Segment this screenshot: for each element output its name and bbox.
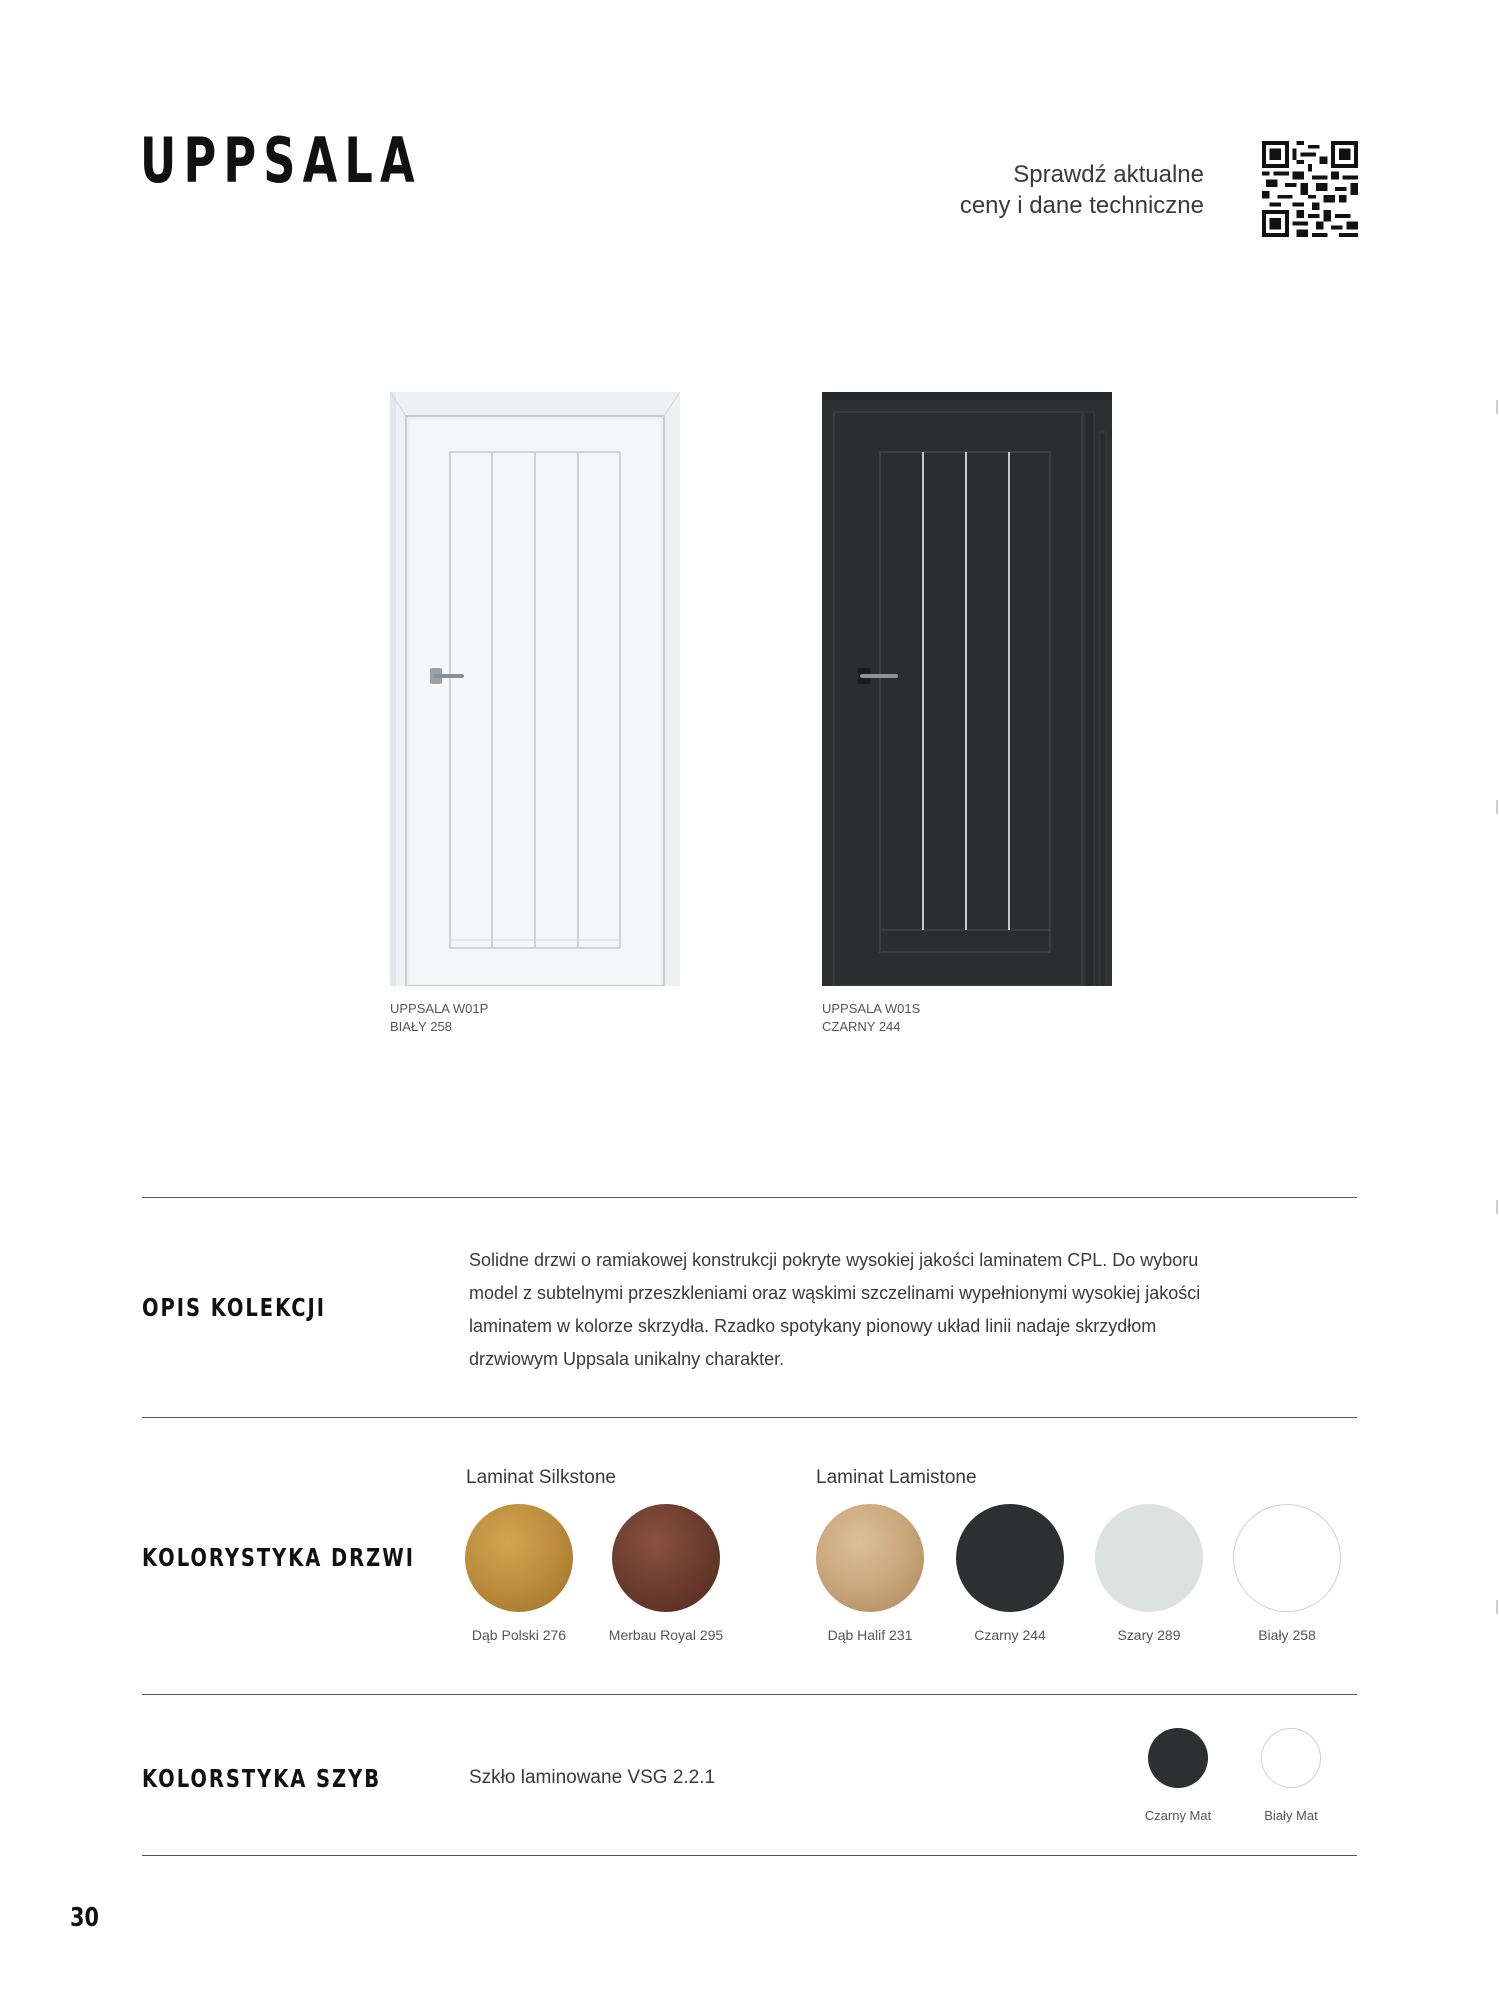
page-number: 30 — [70, 1903, 99, 1933]
door-model: UPPSALA W01S — [822, 1001, 921, 1016]
swatch-label: Merbau Royal 295 — [608, 1627, 724, 1643]
edge-mark — [1496, 400, 1498, 414]
page-title: UPPSALA — [140, 124, 422, 197]
swatch-label: Biały 258 — [1258, 1627, 1316, 1643]
swatch-label: Dąb Polski 276 — [471, 1627, 567, 1643]
swatch-dab-halif[interactable] — [816, 1504, 924, 1612]
swatch-label: Szary 289 — [1117, 1627, 1181, 1643]
door-image-black — [822, 392, 1112, 986]
qr-code-icon[interactable] — [1262, 141, 1358, 237]
glass-colors-heading: KOLORSTYKA SZYB — [142, 1764, 382, 1793]
swatch-czarny-mat[interactable] — [1148, 1728, 1208, 1788]
description-heading: OPIS KOLEKCJI — [142, 1293, 326, 1322]
door-caption-black — [822, 1000, 920, 1036]
edge-mark — [1496, 1200, 1498, 1214]
swatch-szary[interactable] — [1095, 1504, 1203, 1612]
glass-type: Szkło laminowane VSG 2.2.1 — [469, 1767, 716, 1788]
divider — [142, 1855, 1357, 1856]
swatch-bialy-mat[interactable] — [1261, 1728, 1321, 1788]
swatch-merbau-royal[interactable] — [612, 1504, 720, 1612]
price-check-line-2: ceny i dane techniczne — [959, 192, 1204, 219]
divider — [142, 1197, 1357, 1198]
divider — [142, 1417, 1357, 1418]
door-color: BIAŁY 258 — [390, 1019, 452, 1034]
door-colors-heading: KOLORYSTYKA DRZWI — [142, 1543, 415, 1572]
door-image-white — [390, 392, 680, 986]
swatch-czarny[interactable] — [956, 1504, 1064, 1612]
swatch-label: Biały Mat — [1264, 1808, 1318, 1823]
price-check-note — [784, 159, 1204, 221]
price-check-line-1: Sprawdź aktualne — [1013, 161, 1204, 188]
swatch-label: Dąb Halif 231 — [827, 1627, 913, 1643]
swatch-label: Czarny 244 — [974, 1627, 1046, 1643]
laminate-group-silkstone: Laminat Silkstone — [466, 1467, 616, 1488]
edge-mark — [1496, 800, 1498, 814]
swatch-bialy[interactable] — [1233, 1504, 1341, 1612]
laminate-group-lamistone: Laminat Lamistone — [816, 1467, 977, 1488]
swatch-dab-polski[interactable] — [465, 1504, 573, 1612]
edge-mark — [1496, 1600, 1498, 1614]
door-caption-white — [390, 1000, 488, 1036]
description-text: Solidne drzwi o ramiakowej konstrukcji pokryte wysokiej jakości laminatem CPL. Do wyboru model z subtelnymi przeszkleniami oraz wąskimi szczelinami wypełnionymi wysokiej jakości laminatem w kolorze skrzydła. Rzadko spotykany pionowy układ linii nadaje skrzydłom drzwiowym Uppsala unikalny charakter. — [469, 1250, 1201, 1369]
swatch-label: Czarny Mat — [1144, 1808, 1212, 1823]
door-model: UPPSALA W01P — [390, 1001, 489, 1016]
door-color: CZARNY 244 — [822, 1019, 901, 1034]
divider — [142, 1694, 1357, 1695]
